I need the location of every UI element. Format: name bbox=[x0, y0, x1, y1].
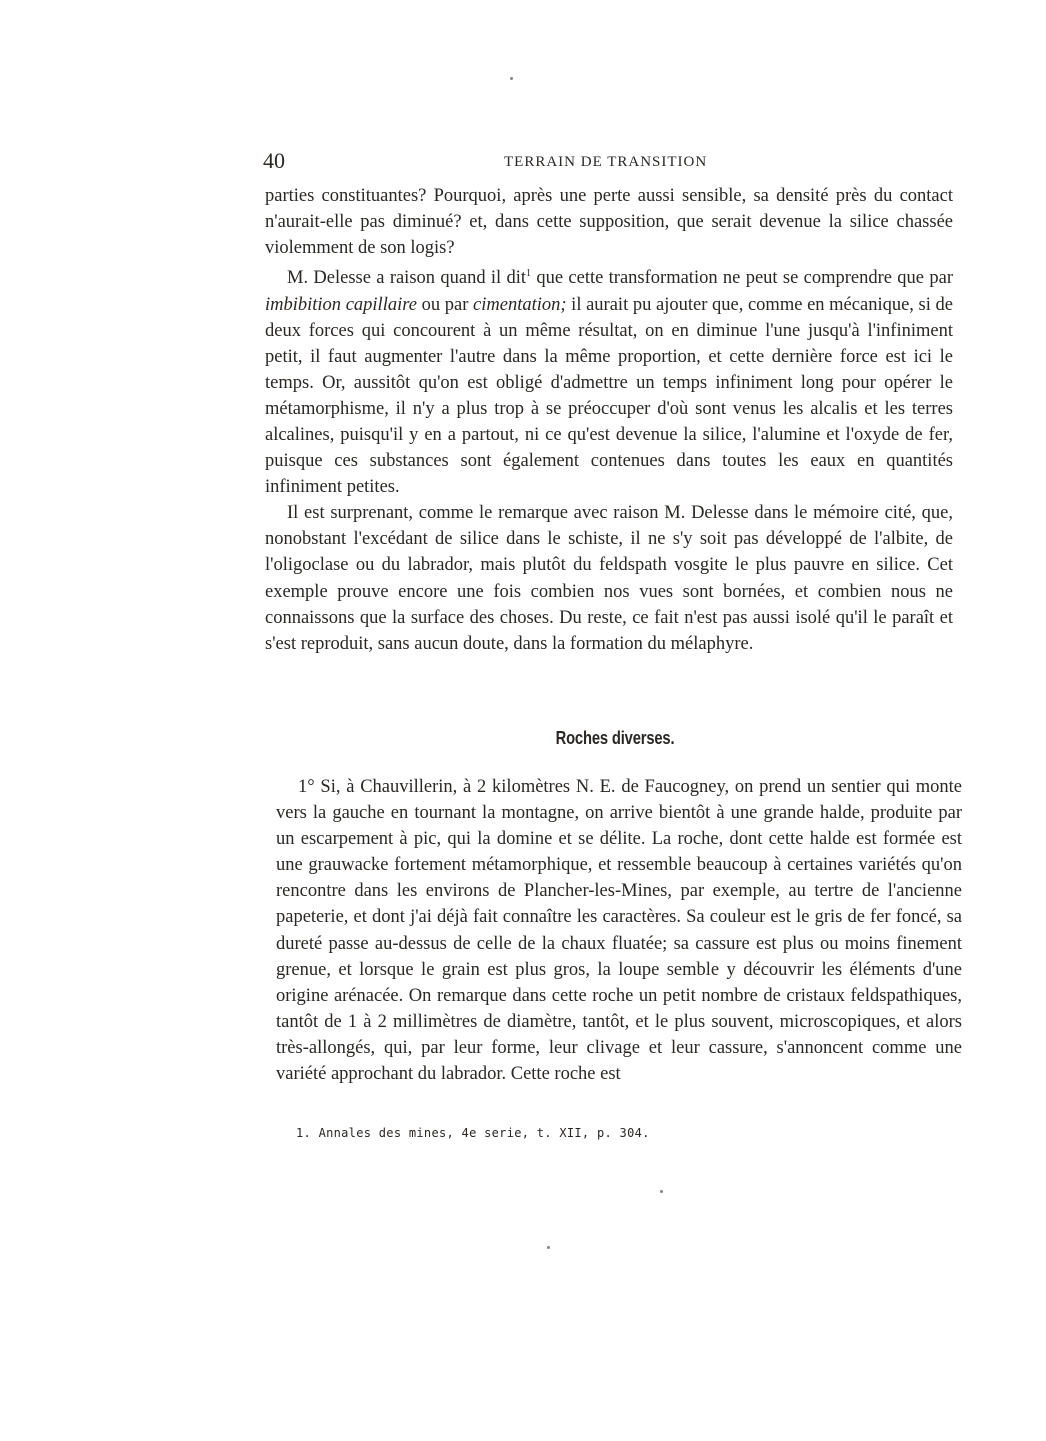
italic-term-cimentation: cimentation; bbox=[473, 294, 567, 315]
page-header bbox=[263, 148, 953, 178]
paragraph-1: parties constituantes? Pourquoi, après une perte aussi sensible, sa densité près du contact n'aurait-elle pas diminué? et, dans cette supposition, que serait devenue la silice chassée violemment de son logis? bbox=[265, 186, 953, 259]
paper-speck bbox=[660, 1190, 663, 1193]
paragraph-2-text-b: que cette transformation ne peut se comprendre que par bbox=[531, 268, 953, 289]
footnote: 1. Annales des mines, 4e serie, t. XII, p. 304. bbox=[296, 1126, 650, 1140]
italic-term-imbibition: imbibition capillaire bbox=[265, 294, 417, 315]
section-text bbox=[276, 774, 962, 1087]
section-paragraph-1: 1° Si, à Chauvillerin, à 2 kilomètres N. E. de Faucogney, on prend un sentier qui monte vers la gauche en tournant la montagne, on arrive bientôt à une grande halde, produite par un escarpement à pic, qui la domine et se délite. La roche, dont cette halde est formée est une grauwacke fortement métamorphique, et ressemble beaucoup à certaines variétés qu'on rencontre dans les environs de Plancher-les-Mines, par exemple, au tertre de l'ancienne papeterie, et dont j'ai déjà fait connaître les caractères. Sa couleur est le gris de fer foncé, sa dureté passe au-dessus de celle de la chaux fluatée; sa cassure est plus ou moins finement grenue, et lorsque le grain est plus gros, la loupe semble y découvrir les éléments d'une origine arénacée. On remarque dans cette roche un petit nombre de cristaux feldspathiques, tantôt de 1 à 2 millimètres de diamètre, tantôt, et le plus souvent, microscopiques, et alors très-allongés, qui, par leur forme, leur clivage et leur cassure, s'annoncent comme une variété approchant du labrador. Cette roche est bbox=[276, 777, 962, 1085]
paragraph-2 bbox=[265, 261, 953, 500]
running-title: TERRAIN DE TRANSITION bbox=[504, 154, 708, 170]
paper-speck bbox=[547, 1246, 550, 1249]
page-number: 40 bbox=[263, 148, 285, 173]
paragraph-3: Il est surprenant, comme le remarque avec raison M. Delesse dans le mémoire cité, que, nonobstant l'excédant de silice dans le schiste, il ne s'y soit pas développé de l'albite, de l'oligoclase ou du labrador, mais plutôt du feldspath vosgite le plus pauvre en silice. Cet exemple prouve encore une fois combien nos vues sont bornées, et combien nous ne connaissons que la surface des choses. Du reste, ce fait n'est pas aussi isolé qu'il le paraît et s'est reproduit, sans aucun doute, dans la formation du mélaphyre. bbox=[265, 503, 953, 654]
section-heading: Roches diverses. bbox=[555, 728, 675, 748]
paragraph-2-text-a: M. Delesse a raison quand il dit bbox=[287, 268, 527, 289]
paper-speck bbox=[510, 77, 513, 80]
body-text bbox=[265, 183, 953, 657]
paragraph-2-text-c: ou par bbox=[416, 294, 474, 315]
footnote-reference: 1 bbox=[526, 268, 532, 280]
paragraph-2-text-d: il aurait pu ajouter que, comme en mécanique, si de deux forces qui concourent à un même résultat, on en diminue l'une jusqu'à l'infiniment petit, il faut augmenter l'autre dans la même proportion, et cette dernière force est ici le temps. Or, aussitôt qu'on est obligé d'admettre un temps infiniment long pour opérer le métamorphisme, il n'y a plus trop à se préoccuper d'où sont venus les alcalis et les terres alcalines, puisqu'il y en a partout, ni ce qu'est devenue la silice, l'alumine et l'oxyde de fer, puisque ces substances sont également contenues dans toutes les eaux en quantités infiniment petites. bbox=[265, 294, 954, 498]
